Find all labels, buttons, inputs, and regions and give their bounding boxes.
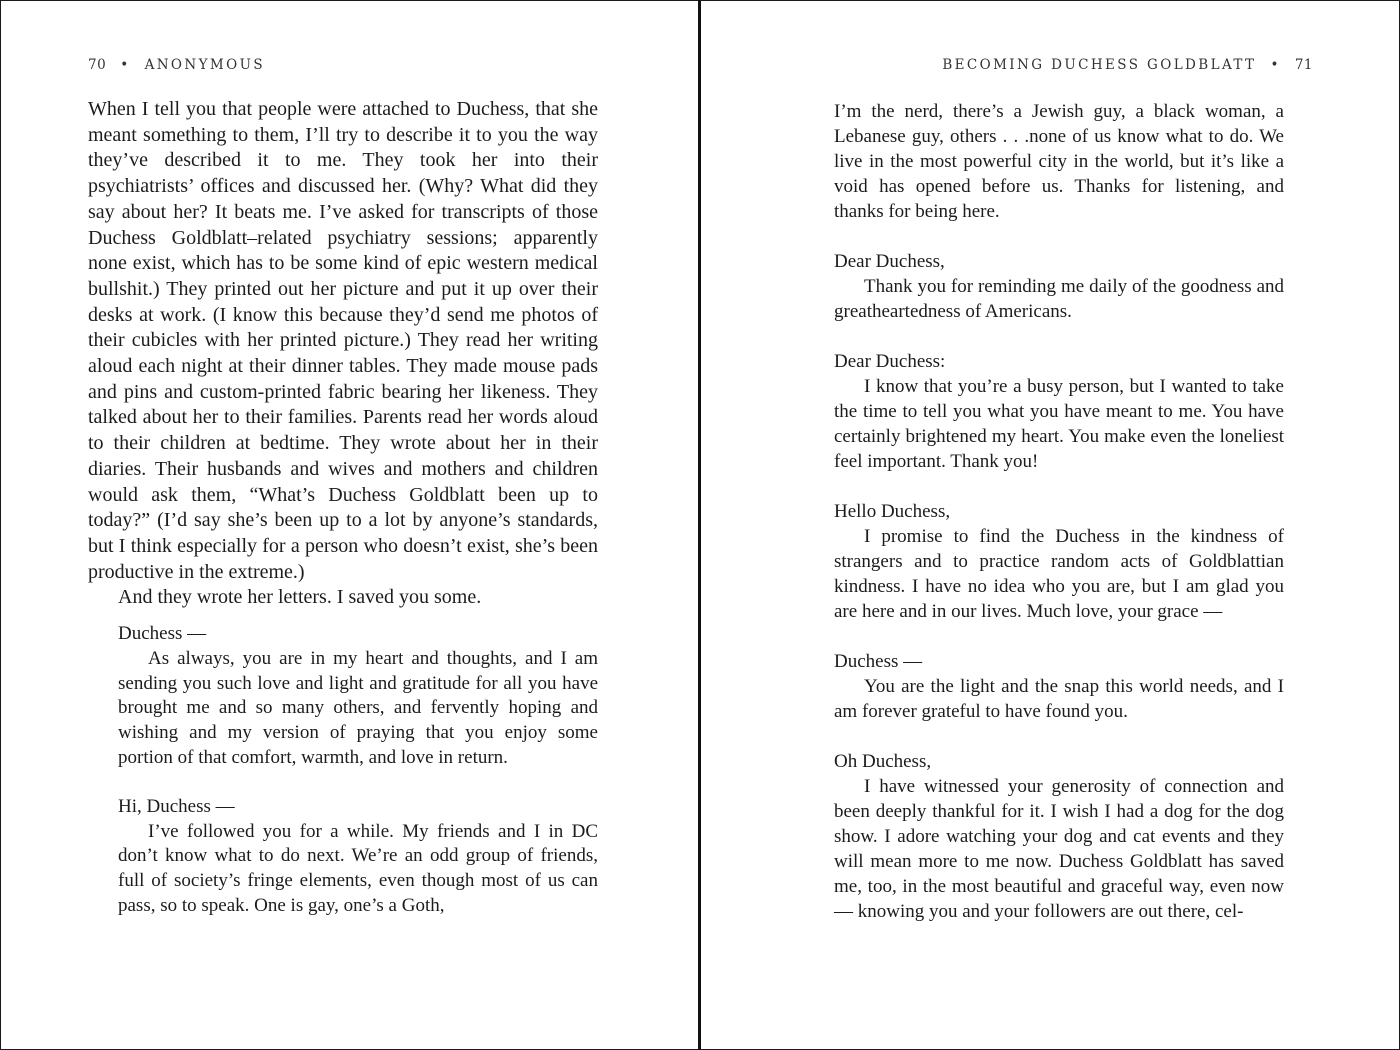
right-page-number: 71	[1294, 57, 1313, 73]
letter-body: You are the light and the snap this world needs, and I am forever grateful to have found you.	[834, 676, 1284, 722]
running-head-separator: •	[1270, 57, 1281, 73]
left-running-head	[88, 57, 265, 73]
letter-salutation: Hello Duchess,	[834, 501, 951, 522]
letter-salutation: Dear Duchess,	[834, 251, 945, 272]
letter-salutation: Duchess —	[118, 623, 207, 645]
letter-excerpts	[118, 622, 598, 919]
body-paragraph: And they wrote her letters. I saved you some.	[118, 586, 482, 609]
letter-body: Thank you for reminding me daily of the goodness and greatheartedness of Americans.	[834, 276, 1284, 322]
letter	[118, 622, 598, 771]
right-running-head	[942, 57, 1313, 73]
letter-salutation: Duchess —	[834, 651, 923, 672]
letter	[834, 249, 1284, 324]
left-page-number: 70	[88, 57, 107, 73]
letter-salutation: Hi, Duchess —	[118, 795, 235, 817]
letter-body: I have witnessed your generosity of connection and been deeply thankful for it. I wish I had a dog for the dog show. I adore watching your dog and cat events and they will mean more to me now. Duchess Goldblatt has saved me, too, in the most beautiful and graceful way, even now — knowing you and your followers are out there, cel-	[834, 776, 1284, 922]
book-gutter	[698, 0, 701, 1050]
right-running-head-title: BECOMING DUCHESS GOLDBLATT	[942, 57, 1257, 73]
letter	[834, 499, 1284, 624]
letter-continuation: I’m the nerd, there’s a Jewish guy, a black woman, a Lebanese guy, others . . .none of us know what to do. We live in the most powerful city in the world, but it’s like a void has opened before us. Thanks for listening, and thanks for being here.	[834, 101, 1284, 222]
right-page	[700, 0, 1400, 1050]
letter	[834, 749, 1284, 924]
letter-body: I know that you’re a busy person, but I wanted to take the time to tell you what you have meant to me. You have certainly brightened my heart. You make even the loneliest feel important. Thank you!	[834, 376, 1284, 472]
letter	[118, 795, 598, 919]
body-paragraph: When I tell you that people were attached to Duchess, that she meant something to them, I’ll try to describe it to you the way they’ve described it to me. They took her into their psychiatrists’ offices and discussed her. (Why? What did they say about her? It beats me. I’ve asked for transcripts of those Duchess Goldblatt–related psychiatry sessions; apparently none exist, which has to be some kind of epic western medical bullshit.) They printed out her picture and put it up over their desks at work. (I know this because they’d send me photos of their cubicles with her printed picture.) They read her writing aloud each night at their dinner tables. They made mouse pads and pins and custom-printed fabric bearing her likeness. They talked about her to their families. Parents read her words aloud to their children at bedtime. They wrote about her in their diaries. Their husbands and wives and mothers and children would ask them, “What’s Duchess Goldblatt been up to today?” (I’d say she’s been up to a lot by anyone’s standards, but I think especially for a person who doesn’t exist, she’s been productive in the extreme.)	[88, 98, 598, 583]
running-head-separator: •	[120, 57, 131, 73]
right-page-body	[834, 99, 1284, 924]
letter	[834, 649, 1284, 724]
letter-salutation: Dear Duchess:	[834, 351, 946, 372]
letter-body: As always, you are in my heart and thoughts, and I am sending you such love and light and gratitude for all you have brought me and so many others, and fervently hoping and wishing and my version of praying that you enjoy some portion of that comfort, warmth, and love in return.	[118, 647, 598, 769]
letter	[834, 349, 1284, 474]
letter-salutation: Oh Duchess,	[834, 751, 932, 772]
left-running-head-title: ANONYMOUS	[144, 57, 266, 73]
left-page-body	[88, 97, 598, 919]
letter-body: I promise to find the Duchess in the kindness of strangers and to practice random acts of Goldblattian kindness. I have no idea who you are, but I am glad you are here and in our lives. Much love, your grace —	[834, 526, 1284, 622]
letter-body: I’ve followed you for a while. My friends and I in DC don’t know what to do next. We’re an odd group of friends, full of society’s fringe elements, even though most of us can pass, so to speak. One is gay, one’s a Goth,	[118, 820, 598, 917]
